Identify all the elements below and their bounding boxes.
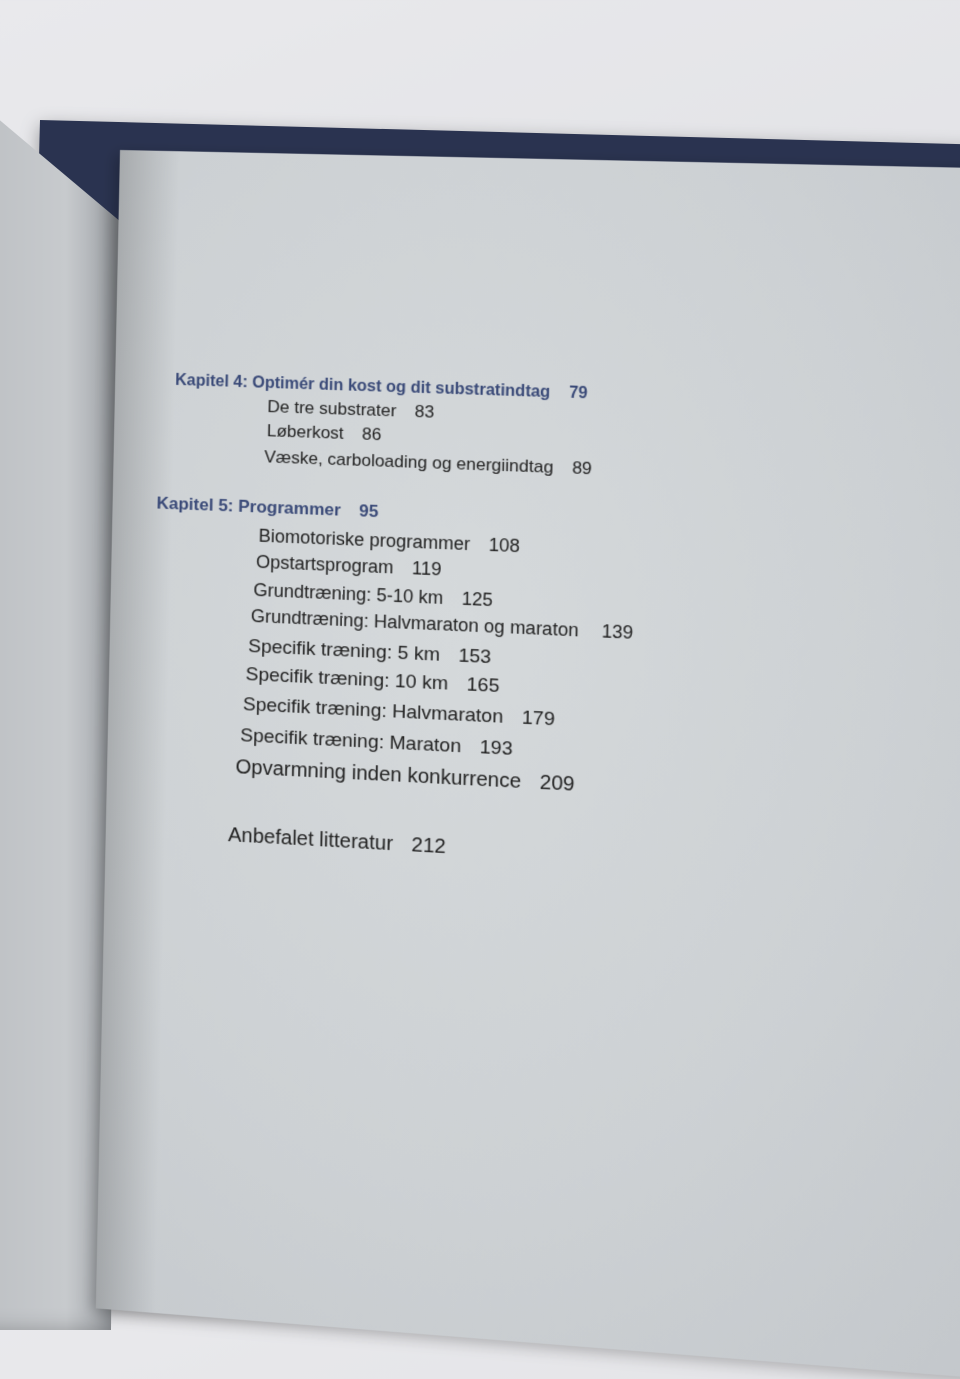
entry-title: Grundtræning: Halvmaraton og maraton xyxy=(250,605,579,641)
entry-title: Specifik træning: Maraton xyxy=(240,725,462,758)
entry-page: 179 xyxy=(521,707,556,731)
entry-page: 193 xyxy=(479,736,513,760)
entry-title: Løberkost xyxy=(266,421,344,443)
toc-entry xyxy=(245,664,499,698)
toc-page xyxy=(96,150,960,1379)
chapter-4-title: Kapitel 4: Optimér din kost og dit substratindtag xyxy=(175,371,551,402)
chapter-5-title: Kapitel 5: Programmer xyxy=(156,493,342,520)
toc-entry xyxy=(243,694,555,731)
chapter-4-page: 79 xyxy=(568,384,588,403)
chapter-5-page: 95 xyxy=(358,501,379,522)
entry-title: Biomotoriske programmer xyxy=(258,525,471,555)
entry-title: De tre substrater xyxy=(267,396,397,421)
entry-title: Specifik træning: 5 km xyxy=(247,635,441,666)
toc-entry xyxy=(267,397,434,423)
toc-entry xyxy=(264,447,592,479)
entry-page: 89 xyxy=(571,458,593,479)
toc-entry xyxy=(240,725,513,761)
entry-page: 165 xyxy=(466,674,500,698)
toc-entry xyxy=(267,421,382,445)
entry-page: 83 xyxy=(414,401,435,422)
entry-page: 86 xyxy=(361,424,382,445)
entry-title: Anbefalet litteratur xyxy=(227,824,394,856)
entry-page: 125 xyxy=(461,588,494,611)
entry-page: 119 xyxy=(411,558,442,580)
entry-page: 139 xyxy=(601,621,634,643)
entry-title: Væske, carboloading og energiindtag xyxy=(264,447,554,477)
toc-entry xyxy=(248,636,491,669)
toc-entry xyxy=(256,552,442,581)
entry-title: Grundtræning: 5-10 km xyxy=(253,579,444,609)
chapter-5-entry xyxy=(156,493,378,522)
entry-page: 212 xyxy=(411,834,447,859)
literature-entry xyxy=(228,824,446,859)
toc-entry xyxy=(235,756,574,797)
entry-title: Opvarmning inden konkurrence xyxy=(235,756,522,794)
entry-title: Specifik træning: 10 km xyxy=(245,663,449,695)
entry-title: Specifik træning: Halvmaraton xyxy=(242,694,504,728)
entry-page: 209 xyxy=(539,771,575,796)
entry-title: Opstartsprogram xyxy=(255,551,394,578)
entry-page: 108 xyxy=(488,534,521,557)
chapter-4-entry xyxy=(175,372,588,404)
entry-page: 153 xyxy=(458,645,492,669)
